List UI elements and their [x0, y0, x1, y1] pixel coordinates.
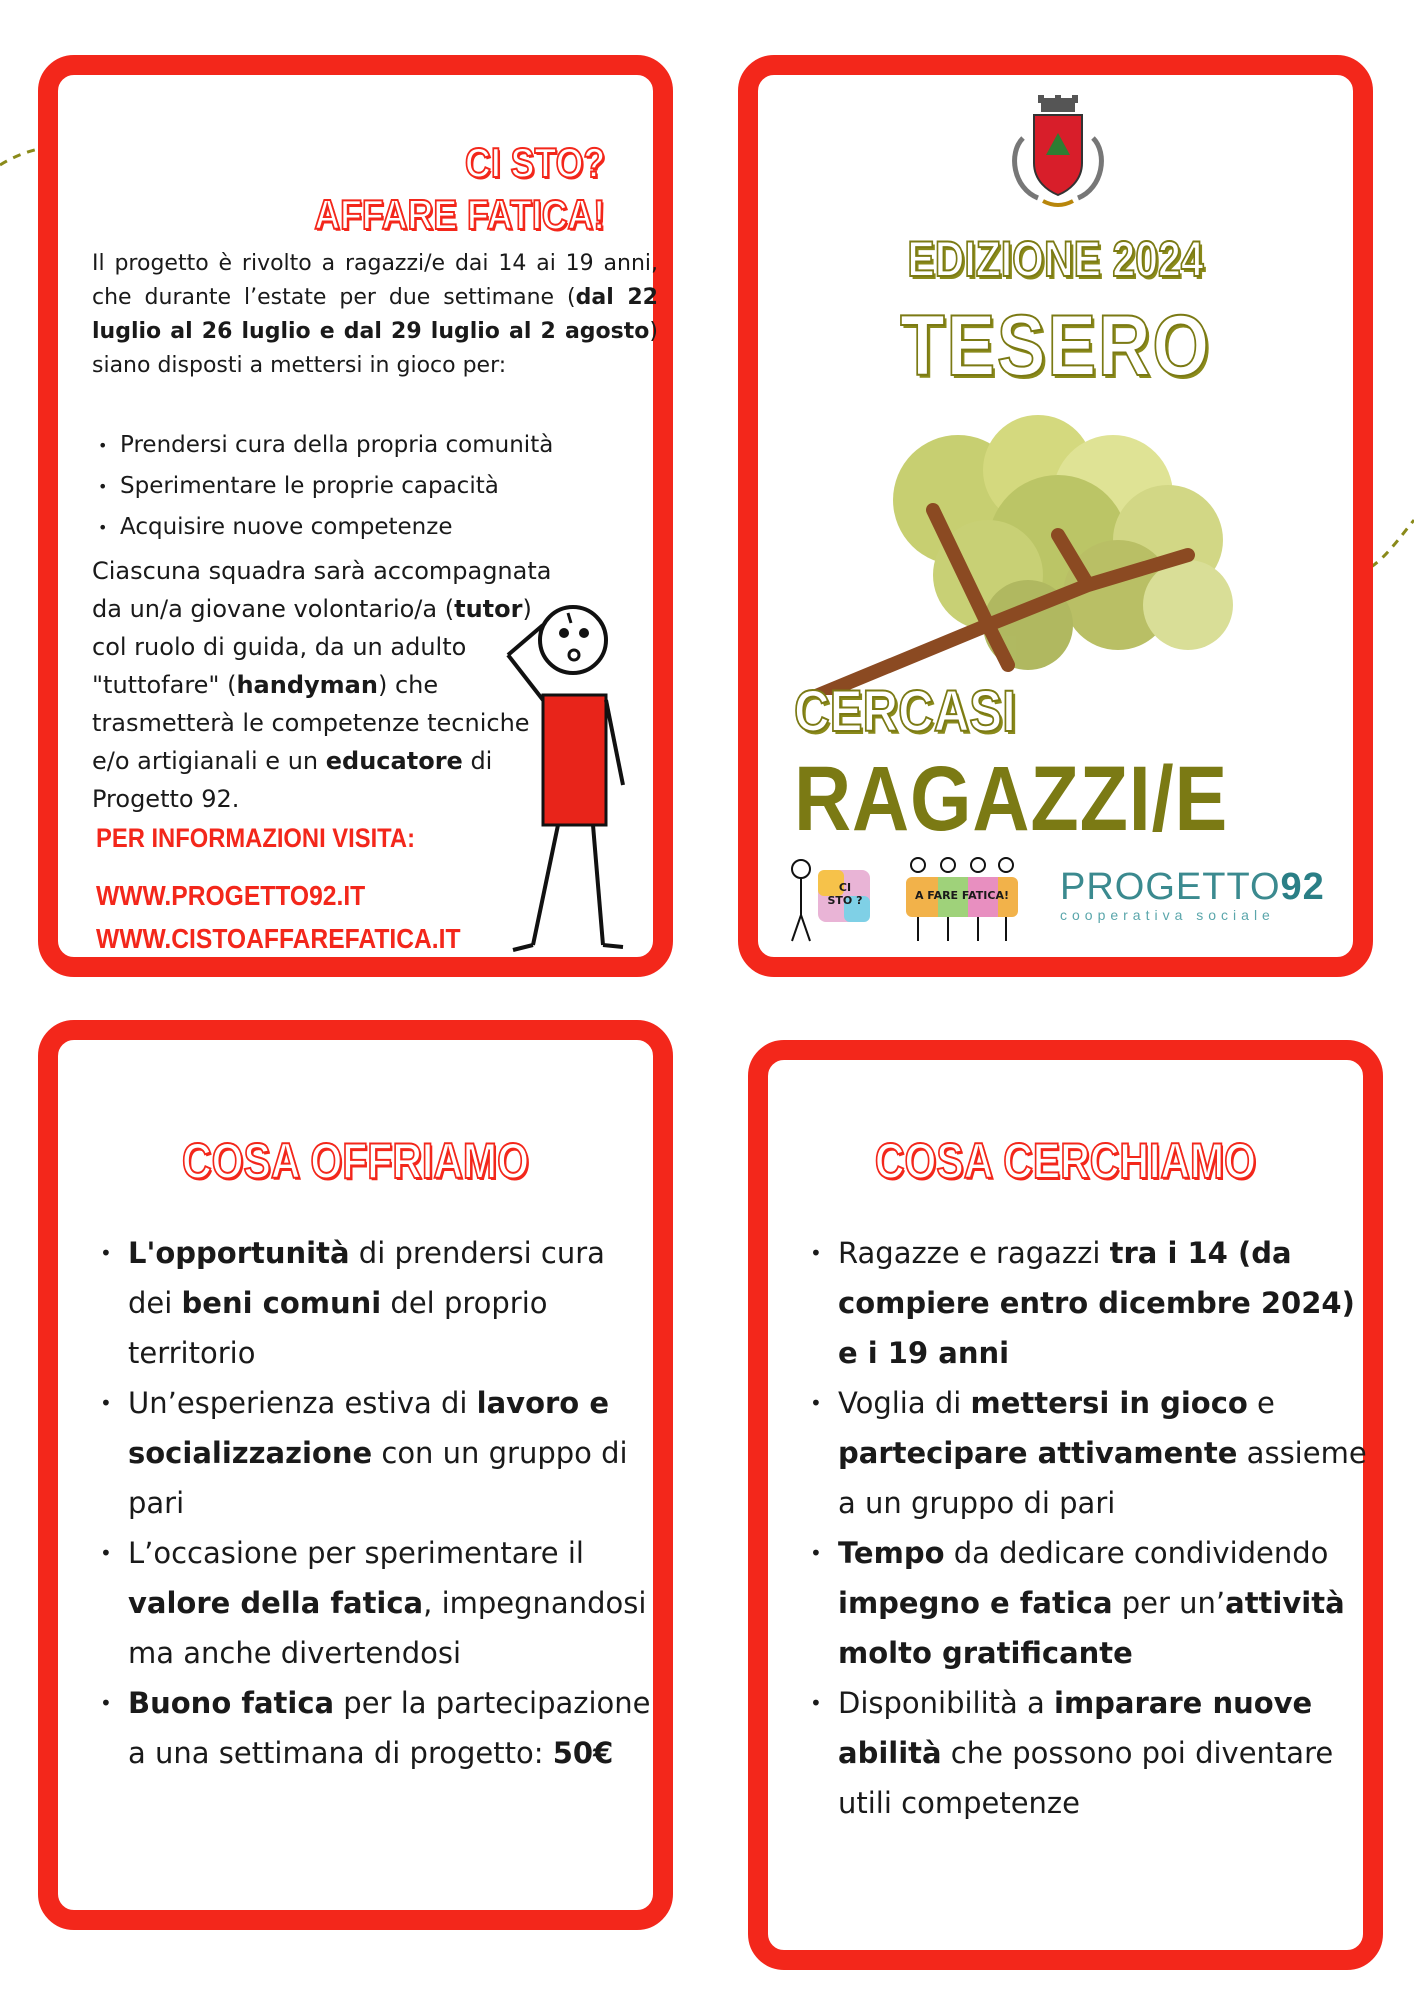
- affarefatica-logo-text: A FARE FATICA!: [914, 889, 1010, 902]
- seek-list: [838, 1228, 1368, 1828]
- cercasi-heading: CERCASI: [794, 679, 1016, 744]
- affarefatica-logo: [898, 855, 1028, 945]
- info-card: [38, 55, 673, 977]
- thinking-stick-figure: [498, 595, 638, 975]
- progetto92-logo: [1060, 867, 1325, 923]
- team-text: Ciascuna squadra sarà accompagnata da un/a giovane volontario/a (tutor) col ruolo di guida, da un adulto "tuttofare" (handyman) che trasmetterà le competenze tecniche e/o artigianali e un educatore di Progetto 92.: [92, 557, 552, 813]
- info-label: PER INFORMAZIONI VISITA:: [96, 823, 415, 853]
- list-item: • Disponibilità a imparare nuove abilità che possono poi diventare utili competenze: [838, 1678, 1368, 1828]
- list-item: • Prendersi cura della propria comunità: [120, 425, 553, 466]
- tree-branch-illustration: [758, 395, 1353, 695]
- list-item: • Acquisire nuove competenze: [120, 507, 553, 548]
- list-item: • Tempo da dedicare condividendo impegno e fatica per un’attività molto gratificante: [838, 1528, 1368, 1678]
- goals-list: [120, 425, 553, 548]
- intro-dates: dal 22 luglio al 26 luglio e dal 29 luglio al 2 agosto: [92, 285, 658, 344]
- link-cistoaffarefatica[interactable]: WWW.CISTOAFFAREFATICA.IT: [96, 923, 461, 954]
- list-item: • Sperimentare le proprie capacità: [120, 466, 553, 507]
- list-item: • Voglia di mettersi in gioco e partecipare attivamente assieme a un gruppo di pari: [838, 1378, 1368, 1528]
- brand-number: 92: [1280, 866, 1325, 908]
- tesero-coat-of-arms: [1008, 93, 1108, 213]
- list-item: • L’occasione per sperimentare il valore della fatica, impegnandosi ma anche divertendosi: [128, 1528, 658, 1678]
- brand-name: PROGETTO: [1060, 866, 1281, 908]
- cover-card: [738, 55, 1373, 977]
- list-item: • Un’esperienza estiva di lavoro e socializzazione con un gruppo di pari: [128, 1378, 658, 1528]
- info-title-line1: CI STO?: [464, 139, 605, 186]
- offer-list: [128, 1228, 658, 1778]
- list-item: • L'opportunità di prendersi cura dei beni comuni del proprio territorio: [128, 1228, 658, 1378]
- town-heading: TESERO: [900, 298, 1211, 394]
- brand-subtitle: cooperativa sociale: [1060, 907, 1275, 923]
- info-title-line2: AFFARE FATICA!: [314, 191, 605, 238]
- offer-title: COSA OFFRIAMO: [182, 1133, 529, 1189]
- cisto-logo-text: CI STO ?: [827, 881, 863, 907]
- ragazzi-heading: RAGAZZI/E: [794, 748, 1229, 850]
- list-item: • Ragazze e ragazzi tra i 14 (da compiere entro dicembre 2024) e i 19 anni: [838, 1228, 1368, 1378]
- cisto-logo: [786, 855, 876, 945]
- seek-card: [748, 1040, 1383, 1970]
- offer-card: [38, 1020, 673, 1930]
- list-item: • Buono fatica per la partecipazione a una settimana di progetto: 50€: [128, 1678, 658, 1778]
- intro-text: Il progetto è rivolto a ragazzi/e dai 14 ai 19 anni, che durante l’estate per due settimane (dal 22 luglio al 26 luglio e dal 29 luglio al 2 agosto) siano disposti a mettersi in gioco per:: [92, 251, 658, 378]
- seek-title: COSA CERCHIAMO: [874, 1133, 1257, 1189]
- edition-heading: EDIZIONE 2024: [907, 231, 1204, 287]
- link-progetto92[interactable]: WWW.PROGETTO92.IT: [96, 880, 366, 911]
- info-title: [314, 137, 605, 241]
